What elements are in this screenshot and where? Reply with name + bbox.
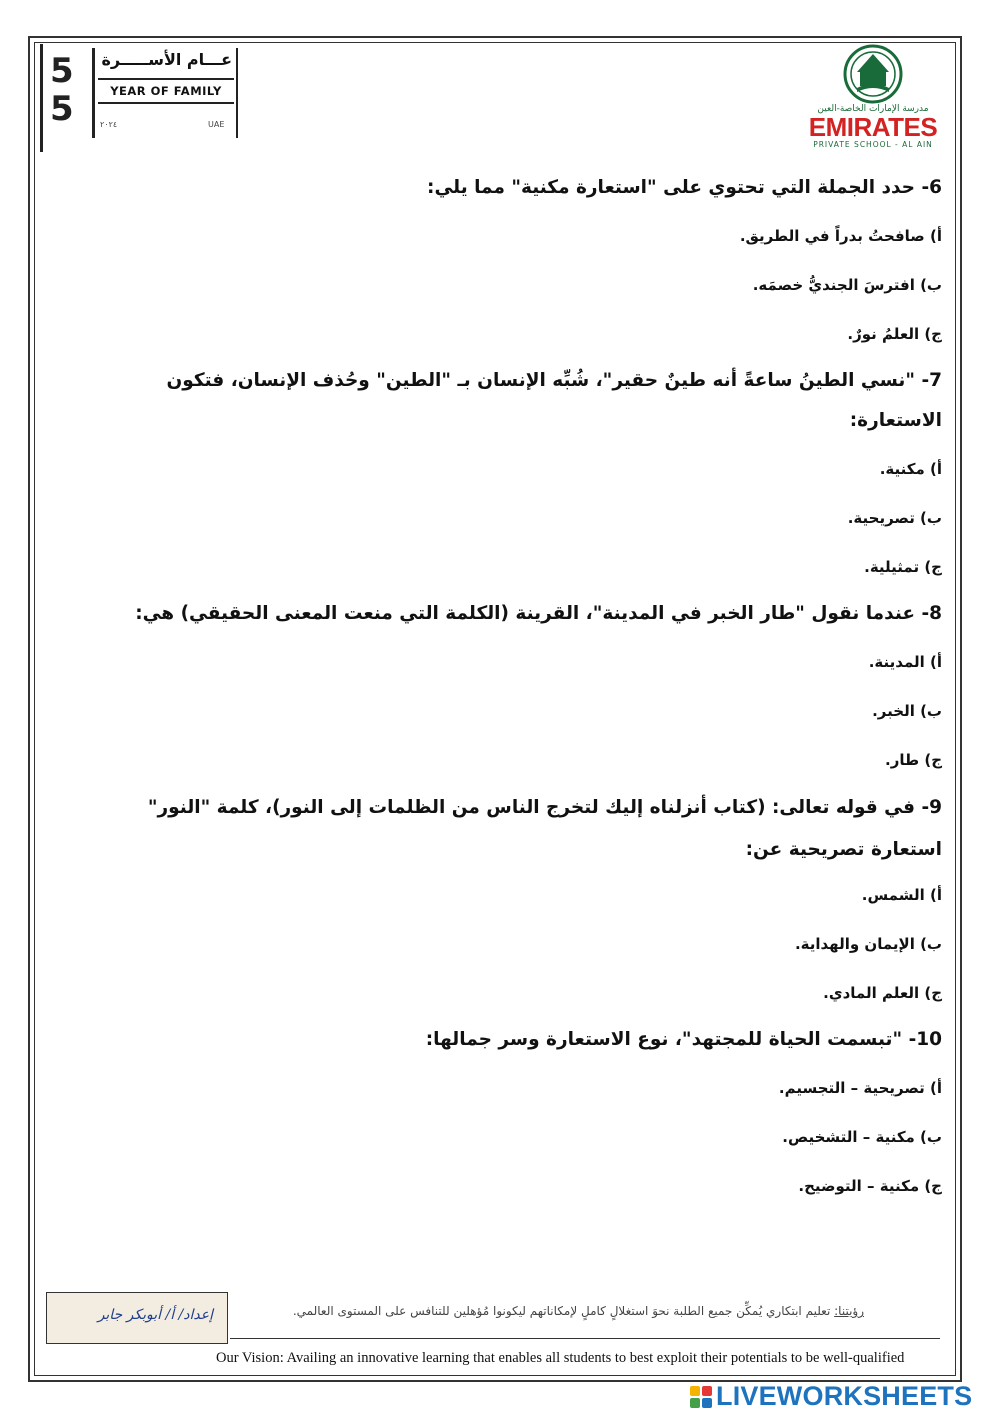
answer-option[interactable]: أ) تصريحية – التجسيم. bbox=[778, 1079, 942, 1097]
school-logo bbox=[795, 44, 951, 150]
question-text: 9- في قوله تعالى: (كتاب أنزلناه إليك لتخرج الناس من الظلمات إلى النور)، كلمة "النور" استعارة تصريحية عن: bbox=[147, 797, 942, 860]
question-text: 7- "نسي الطينُ ساعةً أنه طينٌ حقير"، شُبِّه الإنسان بـ "الطين" وحُذف الإنسان، فتكون الاستعارة: bbox=[166, 370, 942, 431]
liveworksheets-logo[interactable] bbox=[690, 1382, 990, 1410]
school-emblem-icon bbox=[833, 44, 913, 104]
question-block bbox=[82, 1020, 942, 1211]
answer-option[interactable]: ج) مكنية – التوضيح. bbox=[798, 1177, 942, 1195]
author-signature: إعداد/ أ/ أبوبكر جابر bbox=[97, 1307, 213, 1323]
vision-english: Our Vision: Availing an innovative learning that enables all students to best exploit their potentials to be well-qualified bbox=[216, 1350, 905, 1366]
year-of-family-logo bbox=[40, 44, 232, 154]
year-logo-english: YEAR OF FAMILY bbox=[110, 84, 222, 98]
school-name-arabic: مدرسة الإمارات الخاصة-العين bbox=[817, 104, 929, 114]
answer-option[interactable]: ب) تصريحية. bbox=[847, 509, 942, 527]
question-text: 6- حدد الجملة التي تحتوي على "استعارة مكنية" مما يلي: bbox=[427, 177, 942, 198]
answer-option[interactable]: ج) العلم المادي. bbox=[823, 984, 942, 1002]
vision-arabic-text: تعليم ابتكاري يُمكِّن جميع الطلبة نحوَ استغلالٍ كاملٍ لإمكاناتهم ليكونوا مُؤهلين للتنافس على المستوى العالمي. bbox=[292, 1304, 831, 1318]
answer-option[interactable]: ج) طار. bbox=[885, 751, 942, 769]
logo-digits: 5 5 bbox=[50, 51, 74, 129]
logo-divider bbox=[92, 48, 95, 138]
logo-bar bbox=[40, 44, 43, 152]
question-text: 8- عندما نقول "طار الخبر في المدينة"، القرينة (الكلمة التي منعت المعنى الحقيقي) هي: bbox=[135, 603, 942, 624]
answer-option[interactable]: أ) الشمس. bbox=[861, 886, 942, 904]
question-block bbox=[82, 361, 942, 592]
answer-option[interactable]: أ) صافحتُ بدراً في الطريق. bbox=[739, 227, 942, 245]
answer-option[interactable]: ب) الإيمان والهداية. bbox=[794, 935, 942, 953]
answer-option[interactable]: ج) العلمُ نورٌ. bbox=[847, 325, 942, 343]
logo-divider bbox=[236, 48, 238, 138]
year-logo-small-left: ٢٠٢٤ bbox=[100, 120, 118, 129]
school-name-title: EMIRATES bbox=[808, 112, 938, 142]
vision-arabic bbox=[240, 1304, 864, 1318]
question-block bbox=[82, 168, 942, 359]
logo-rule bbox=[98, 102, 234, 104]
worksheet-content bbox=[82, 168, 942, 1211]
answer-option[interactable]: ب) مكنية – التشخيص. bbox=[782, 1128, 942, 1146]
answer-option[interactable]: أ) مكنية. bbox=[879, 460, 942, 478]
year-logo-small-right: UAE bbox=[208, 120, 225, 129]
logo-rule bbox=[98, 78, 234, 80]
question-block bbox=[82, 787, 942, 1018]
answer-option[interactable]: ج) تمثيلية. bbox=[864, 558, 942, 576]
school-name-subtitle: PRIVATE SCHOOL - AL AIN bbox=[813, 140, 933, 149]
answer-option[interactable]: ب) افترسَ الجنديُّ خصمَه. bbox=[752, 276, 942, 294]
author-signature-box bbox=[46, 1292, 228, 1344]
question-text: 10- "تبسمت الحياة للمجتهد"، نوع الاستعارة وسر جمالها: bbox=[425, 1029, 942, 1050]
year-logo-arabic: عـــام الأســـــرة bbox=[101, 50, 232, 69]
vision-arabic-label: رؤيتنا: bbox=[834, 1304, 864, 1318]
footer-divider bbox=[230, 1338, 940, 1339]
liveworksheets-icon bbox=[690, 1386, 712, 1408]
question-block bbox=[82, 594, 942, 785]
answer-option[interactable]: أ) المدينة. bbox=[868, 653, 942, 671]
answer-option[interactable]: ب) الخبر. bbox=[872, 702, 942, 720]
liveworksheets-brand: LIVEWORKSHEETS bbox=[716, 1381, 973, 1411]
